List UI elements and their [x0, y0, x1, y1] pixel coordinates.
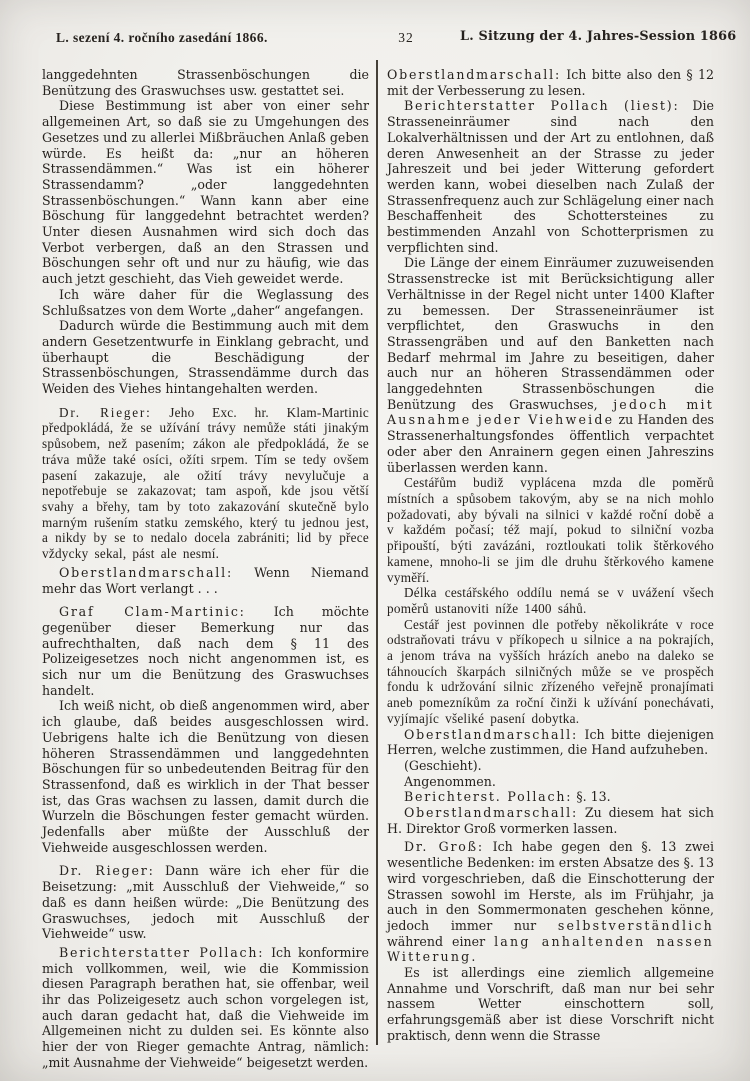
- paragraph-text: Angenommen.: [404, 773, 496, 789]
- page-number: 32: [398, 30, 414, 45]
- left-column: [42, 67, 369, 1071]
- paragraph-text: Ich bitte diejenigen Herren, welche zustimmen, die Hand aufzuheben.: [387, 726, 714, 758]
- speaker-label: Berichterstatter Pollach (liest):: [404, 98, 680, 114]
- paragraph: [42, 318, 369, 397]
- paragraph: [387, 617, 714, 727]
- paragraph: [387, 758, 714, 774]
- paragraph-text: Ich möchte gegenüber dieser Bemerkung nur das aufrechthalten, daß nach dem § 11 des Polizeigesetzes noch nicht angenommen ist, es sich nur um die Benützung des Graswuchses handelt.: [42, 604, 369, 698]
- paragraph: [42, 98, 369, 286]
- speaker-label: Oberstlandmarschall:: [387, 67, 561, 82]
- paragraph: [387, 839, 714, 965]
- paragraph-text: Es ist allerdings eine ziemlich allgemeine Annahme und Vorschrift, daß man nur bei sehr nassem Wetter einschottern soll, erfahrungsgemäß aber ist diese Vorschrift nicht praktisch, denn wenn die Strasse: [387, 965, 714, 1043]
- paragraph-text: Die Strasseneinräumer sind nach den Lokalverhältnissen und der Art zu entlohnen, daß deren Anwesenheit an der Strasse zu jeder Jahreszeit und bei jeder Witterung gefordert werden kann, wobei dieselben nach Zulaß der Strassenfrequenz auch zur Schlägelung einer nach Beschaffenheit des Schottersteines zu bestimmenden Anzahl von Schotterprismen zu verpflichten sind.: [387, 98, 714, 255]
- paragraph: [387, 585, 714, 616]
- header-czech-session-title: L. sezení 4. ročního zasedání 1866.: [56, 30, 268, 45]
- paragraph: [387, 789, 714, 805]
- paragraph-text: Ich wäre daher für die Weglassung des Schlußsatzes von dem Worte „daher“ angefangen.: [42, 286, 369, 318]
- speaker-label: Dr. Groß:: [404, 839, 484, 855]
- paragraph-text: Cestář jest povinnen dle potřeby několikráte v roce odstraňovati trávu v příkopech u silnice a na pokrajích, a jenom tráva na vyšších hrázích anebo na daleko se táhnoucích škarpách silničných může se ve prospěch fondu k udržování silnic zřízeného veřejně pronajímati aneb pomezníkům za roční činži k užívání ponechávati, vyjímajíc všeliké pasení dobytka.: [387, 616, 714, 726]
- paragraph-text: Ich bitte also den § 12 mit der Verbesserung zu lesen.: [387, 67, 714, 98]
- speaker-label: Graf Clam-Martinic:: [59, 604, 246, 620]
- speaker-label: Oberstlandmarschall:: [404, 805, 578, 821]
- speaker-label: Oberstlandmarschall:: [404, 726, 578, 742]
- header-german-session-title: L. Sitzung der 4. Jahres-Session 1866: [460, 29, 737, 44]
- paragraph: [387, 475, 714, 585]
- paragraph-text: zu Handen des Strassenerhaltungsfondes öffentlich verpachtet oder aber den Anrainern gegen einen Jahreszins überlassen werden kann.: [387, 412, 715, 475]
- paragraph-text: Die Länge der einem Einräumer zuzuweisenden Strassenstrecke ist mit Berücksichtigung aller Verhältnisse in der Regel nicht unter 1400 Klafter zu bemessen. Der Strasseneinräumer ist verpflichtet, den Graswuchs in den Strassengräben und auf den Banketten nach Bedarf mehrmal im Jahre zu beseitigen, daher auch nur an höheren Strassendämmen oder langgedehnten Strassenböschungen die Benützung des Graswuchses,: [387, 255, 714, 412]
- paragraph-text: Dann wäre ich eher für die Beisetzung: „mit Ausschluß der Viehweide,“ so daß es dann heißen würde: „Die Benützung des Graswuchses, jedoch mit Ausschluß der Viehweide“ usw.: [42, 863, 370, 942]
- paragraph-text: Cestářům budiž vyplácena mzda dle poměrů místních a spůsobem takovým, aby se na nich mohlo požadovati, aby bývali na silnici v každé roční době a v každém počasí; též mají, pokud to silniční vozba připouští, býti zavázáni, roztloukati tolik štěrkového kamene, mnoho-li se jim dle druhu štěrkového kamene vyměří.: [387, 475, 714, 585]
- paragraph-text: (Geschieht).: [404, 757, 482, 773]
- speaker-label: Berichterst. Pollach:: [404, 789, 573, 805]
- paragraph: [42, 604, 369, 698]
- paragraph: [387, 805, 714, 836]
- emphasized-text: lang anhaltenden nassen Witterung.: [387, 933, 714, 965]
- paragraph-text: Jeho Exc. hr. Klam-Martinic předpokládá, že se užívání trávy nemůže státi jinakým spůsobem, než pasením; zákon ale předpokládá, že se tráva může také osíci, ožíti srpem. Tím se tedy ovšem pasení zakazuje, ale ožití trávy nevylučuje a nepotřebuje se zakazovat; tam aspoň, kde jsou větší svahy a břehy, tam by toto zakazování skutečně bylo marným rušením statku zemského, který tu jednou jest, a nikdy by se to nedalo docela zabrániti; lid by přece vždycky sekal, pást ale nesmí.: [42, 404, 369, 562]
- paragraph: [387, 774, 714, 790]
- paragraph-text: Diese Bestimmung ist aber von einer sehr allgemeinen Art, so daß sie zu Umgehungen des Gesetzes und zu allerlei Mißbräuchen Anlaß geben würde. Es heißt da: „nur an höheren Strassendämmen.“ Was ist ein höherer Strassendamm? „oder langgedehnten Strassenböschungen.“ Wann kann aber eine Böschung für langgedehnt betrachtet werden? Unter diesen Ausnahmen wird sich doch das Verbot verbergen, daß an den Strassen und Böschungen sehr oft und nur zu häufig, wie das auch jetzt geschieht, das Vieh geweidet werde.: [42, 98, 369, 287]
- paragraph: [42, 67, 369, 98]
- paragraph-text: Délka cestářského oddílu nemá se v uvážení všech poměrů ustanoviti níže 1400 sáhů.: [387, 585, 714, 616]
- right-column: [387, 67, 714, 1044]
- paragraph-text: Zu diesem hat sich H. Direktor Groß vormerken lassen.: [387, 805, 714, 836]
- paragraph-text: Wenn Niemand mehr das Wort verlangt . . .: [42, 564, 369, 596]
- speaker-label: Dr. Rieger:: [59, 404, 152, 420]
- paragraph-text: Dadurch würde die Bestimmung auch mit dem andern Gesetzentwurfe in Einklang gebracht, und überhaupt die Beschädigung der Strassenböschungen, Strassendämme durch das Weiden des Viehes hintangehalten werden.: [42, 318, 369, 397]
- paragraph: [42, 405, 369, 562]
- paragraph: [42, 287, 369, 318]
- paragraph: [387, 255, 714, 475]
- paragraph-text: §. 13.: [572, 789, 611, 805]
- speaker-label: Oberstlandmarschall:: [59, 564, 233, 580]
- speaker-label: Berichterstatter Pollach:: [59, 944, 265, 960]
- paragraph-text: langgedehnten Strassenböschungen die Benützung des Graswuchses usw. gestattet sei.: [42, 67, 369, 98]
- paragraph: [42, 945, 369, 1071]
- paragraph: [387, 727, 714, 758]
- paragraph-text: Ich habe gegen den §. 13 zwei wesentliche Bedenken: im ersten Absatze des §. 13 wird vorgeschrieben, daß die Einschotterung der Strassen sowohl im Herste, als im Frühjahr, ja auch in den Sommermonaten geschehen könne, jedoch immer nur: [387, 839, 714, 933]
- paragraph: [42, 863, 369, 942]
- paragraph: [42, 565, 369, 596]
- paragraph-text: Ich konformire mich vollkommen, weil, wie die Kommission diesen Paragraph berathen hat, sie offenbar, weil ihr das Polizeigesetz auch schon vorgelegen ist, auch daran gedacht hat, daß die Viehweide im Allgemeinen nicht zu dulden sei. Es könnte also hier der von Rieger gemachte Antrag, nämlich: „mit Ausnahme der Viehweide“ beigesetzt werden.: [42, 944, 369, 1070]
- paragraph-text: Ich weiß nicht, ob dieß angenommen wird, aber ich glaube, daß beides ausgeschlossen wird. Uebrigens halte ich die Benützung von diesen höheren Strassendämmen und langgedehnten Böschungen für so unbedeutenden Beitrag für den Strassenfond, daß es wirklich in der That besser ist, das Gras wachsen zu lassen, damit durch die Wurzeln die Böschungen fester gemacht würden. Jedenfalls aber müßte der Ausschluß der Viehweide ausgeschlossen werden.: [42, 698, 369, 855]
- paragraph-text: während einer: [387, 933, 495, 949]
- paragraph: [42, 698, 369, 855]
- paragraph: [387, 965, 714, 1044]
- paragraph: [387, 98, 714, 255]
- column-divider-rule: [376, 60, 378, 1045]
- paragraph: [387, 67, 714, 98]
- speaker-label: Dr. Rieger:: [59, 863, 155, 879]
- emphasized-text: selbstverständlich: [557, 917, 714, 933]
- emphasized-text: jedoch mit Ausnahme jeder Viehweide: [387, 396, 715, 428]
